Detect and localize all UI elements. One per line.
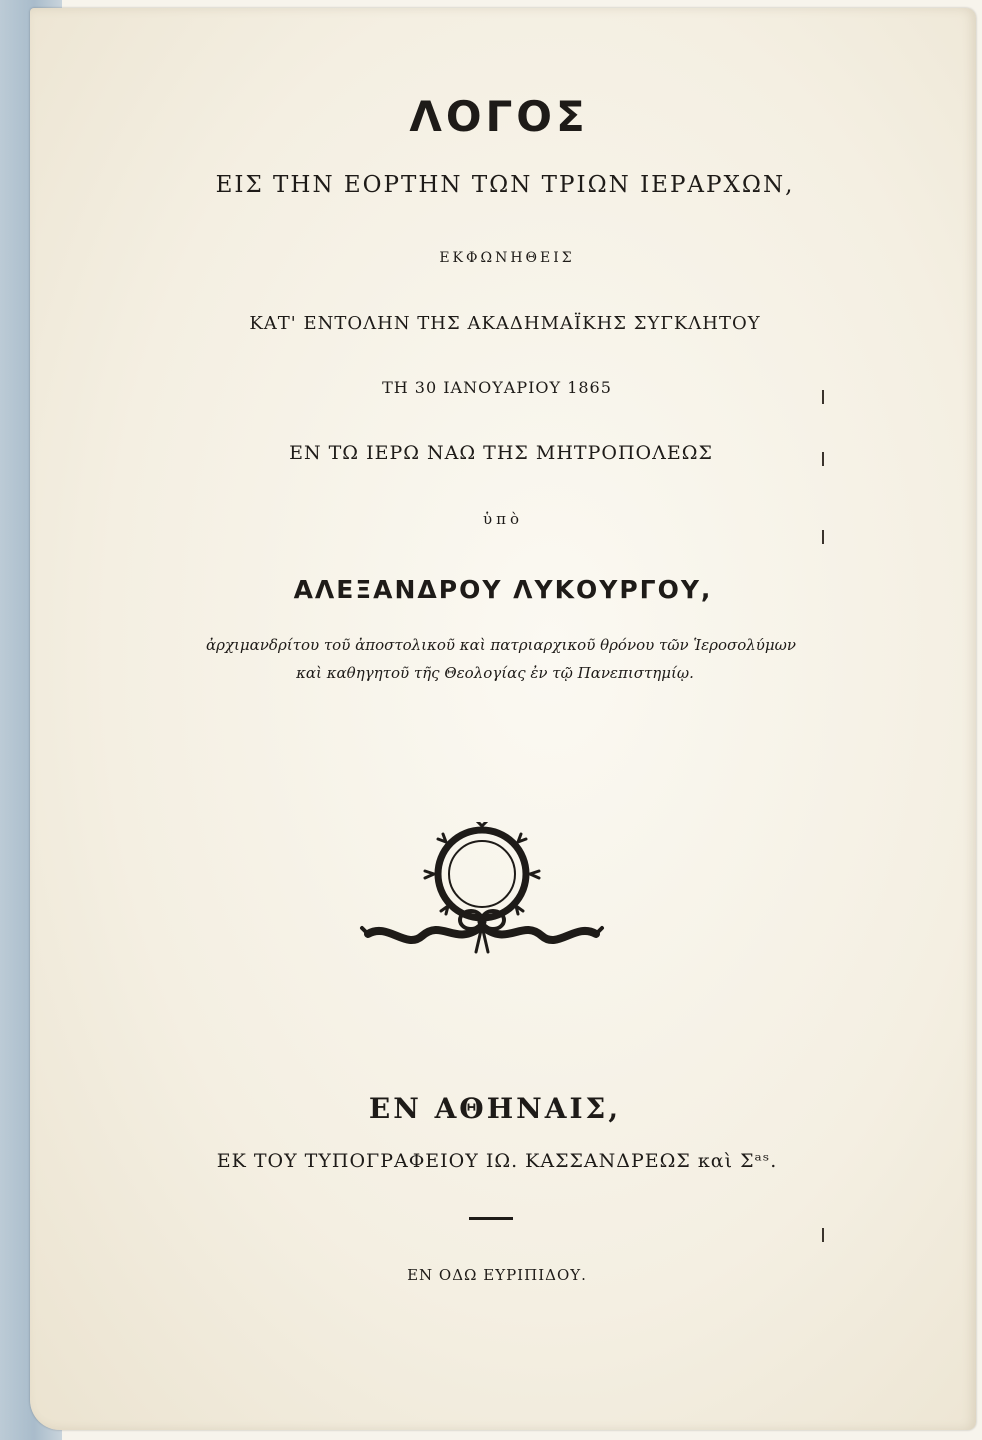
author-role-line-1: ἀρχιμανδρίτου τοῦ ἀποστολικοῦ καὶ πατριαρχικοῦ θρόνου τῶν Ἱεροσολύμων [206, 636, 796, 654]
date-line: ΤΗ 30 ΙΑΝΟΥΑΡΙΟΥ 1865 [382, 378, 612, 397]
imprint-press: ΕΚ ΤΟΥ ΤΥΠΟΓΡΑΦΕΙΟΥ ΙΩ. ΚΑΣΣΑΝΔΡΕΩΣ καὶ Σᵃˢ. [216, 1150, 778, 1172]
temple-line: ΕΝ ΤΩ ΙΕΡΩ ΝΑΩ ΤΗΣ ΜΗΤΡΟΠΟΛΕΩΣ [289, 442, 713, 464]
laurel-wreath-ribbon-icon [356, 822, 606, 964]
edge-mark [822, 530, 824, 544]
mandate-line: ΚΑΤ' ΕΝΤΟΛΗΝ ΤΗΣ ΑΚΑΔΗΜΑΪΚΗΣ ΣΥΓΚΛΗΤΟΥ [249, 313, 761, 334]
document-subtitle: ΕΙΣ ΤΗΝ ΕΟΡΤΗΝ ΤΩΝ ΤΡΙΩΝ ΙΕΡΑΡΧΩΝ, [215, 172, 795, 198]
edge-mark [822, 390, 824, 404]
separator-rule [469, 1217, 513, 1220]
author-role-line-2: καὶ καθηγητοῦ τῆς Θεολογίας ἐν τῷ Πανεπιστημίῳ. [296, 664, 694, 682]
edge-mark [822, 1228, 824, 1242]
author-name: ΑΛΕΞΑΝΔΡΟΥ ΛΥΚΟΥΡΓΟΥ, [293, 575, 713, 604]
edge-mark [822, 452, 824, 466]
imprint-street: ΕΝ ΟΔΩ ΕΥΡΙΠΙΔΟΥ. [407, 1266, 587, 1284]
delivered-line: ΕΚΦΩΝΗΘΕΙΣ [439, 250, 575, 266]
document-heading: ΛΟΓΟΣ [409, 92, 589, 141]
imprint-place: ΕΝ ΑΘΗΝΑΙΣ, [368, 1092, 622, 1125]
by-line: ὑπὸ [482, 510, 523, 528]
